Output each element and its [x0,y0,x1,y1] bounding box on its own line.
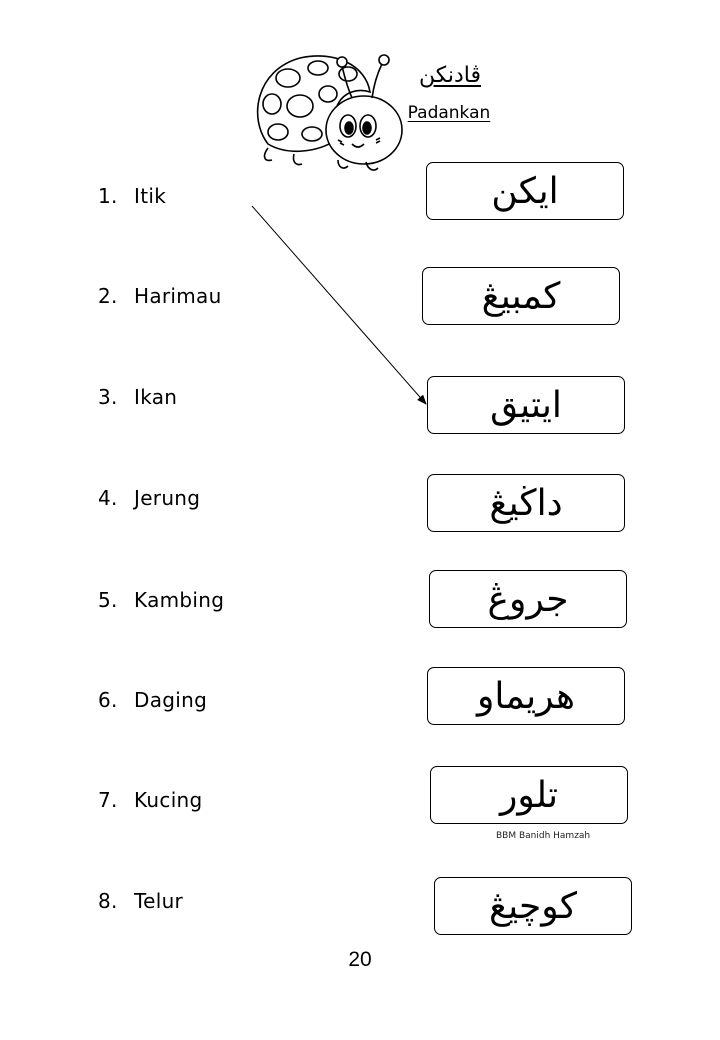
item-word: Itik [134,184,167,208]
credit-text: BBM Banidh Hamzah [496,831,591,841]
item-number: 3. [98,385,118,409]
worksheet-title-rumi: Padankan [407,103,491,123]
item-word: Kambing [134,588,225,612]
answer-box[interactable]: كوچيڠ [434,877,632,935]
item-number: 6. [98,688,118,712]
item-number: 5. [98,588,118,612]
answer-box[interactable]: تلور [430,766,628,824]
page-number: 20 [348,948,372,971]
item-word: Ikan [134,385,178,409]
item-number: 7. [98,788,118,812]
answer-box[interactable]: ايتيق [427,376,625,434]
worksheet-title-jawi: ڤادنكن [418,63,482,88]
answer-box[interactable]: هريماو [427,667,625,725]
item-word: Harimau [134,284,222,308]
answer-box[interactable]: داڬيڠ [427,474,625,532]
item-number: 2. [98,284,118,308]
item-number: 8. [98,889,118,913]
item-word: Kucing [134,788,203,812]
answer-box[interactable]: جروڠ [429,570,627,628]
item-word: Jerung [134,486,201,510]
item-word: Telur [134,889,184,913]
answer-box[interactable]: ايكن [426,162,624,220]
answer-box[interactable]: كمبيڠ [422,267,620,325]
item-number: 1. [98,184,118,208]
item-number: 4. [98,486,118,510]
item-word: Daging [134,688,208,712]
